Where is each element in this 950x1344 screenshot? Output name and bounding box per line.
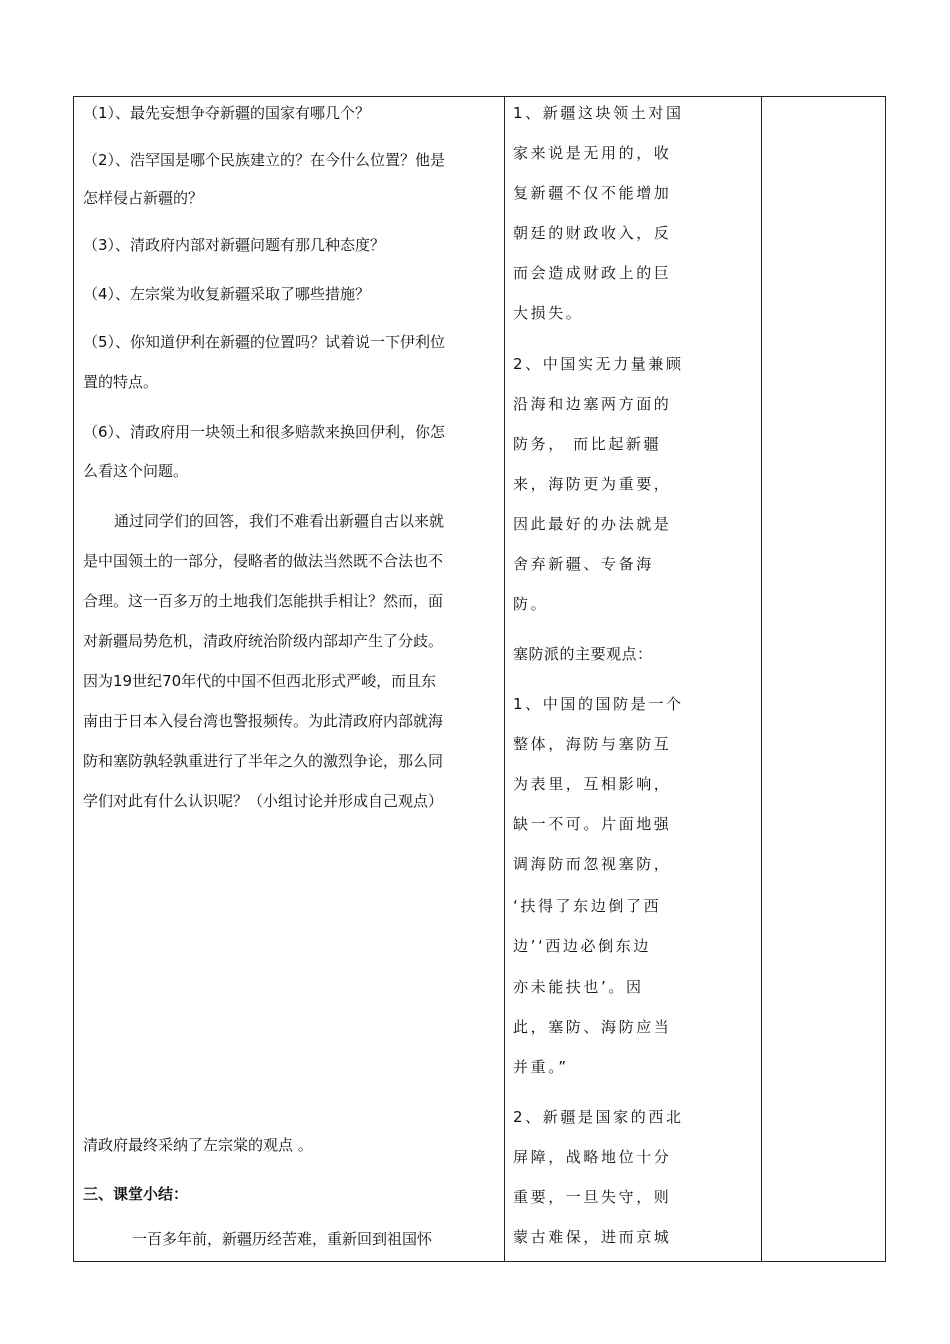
question-6-line-2: 么看这个问题。 <box>83 462 189 480</box>
discussion-line-8: 学们对此有什么认识呢？（小组讨论并形成自己观点） <box>83 792 444 810</box>
teaching-content-column <box>74 97 505 1261</box>
viewpoint-line: 亦未能扶也’。因 <box>513 978 644 996</box>
discussion-line-6: 南由于日本入侵台湾也警报频传。为此清政府内部就海 <box>83 712 444 730</box>
viewpoint-line: 家来说是无用的，收 <box>513 144 672 162</box>
viewpoint-line: 重要，一旦失守，则 <box>513 1188 672 1206</box>
section-heading-summary: 三、课堂小结： <box>83 1185 189 1203</box>
viewpoint-line: 2、新疆是国家的西北 <box>513 1108 684 1126</box>
viewpoint-line: 蒙古难保，进而京城 <box>513 1228 672 1246</box>
question-2-line-2: 怎样侵占新疆的？ <box>83 189 204 207</box>
viewpoint-line: 而会造成财政上的巨 <box>513 264 672 282</box>
viewpoint-line: 沿海和边塞两方面的 <box>513 395 672 413</box>
question-4: （4）、左宗棠为收复新疆采取了哪些措施？ <box>83 285 371 303</box>
viewpoint-line: 防务， 而比起新疆 <box>513 435 662 453</box>
notes-column <box>762 97 885 1261</box>
question-5-line-2: 置的特点。 <box>83 373 159 391</box>
question-6-line-1: （6）、清政府用一块领土和很多赔款来换回伊利，你怎 <box>83 423 446 441</box>
viewpoint-line: 屏障，战略地位十分 <box>513 1148 672 1166</box>
viewpoint-line: 来，海防更为重要， <box>513 475 672 493</box>
question-1: （1）、最先妄想争夺新疆的国家有哪几个？ <box>83 104 371 122</box>
viewpoint-line: 此，塞防、海防应当 <box>513 1018 672 1036</box>
viewpoint-line: 缺一不可。片面地强 <box>513 815 672 833</box>
discussion-line-1: 通过同学们的回答，我们不难看出新疆自古以来就 <box>114 512 445 530</box>
viewpoint-line: 朝廷的财政收入，反 <box>513 224 672 242</box>
viewpoint-line: 为表里，互相影响， <box>513 775 672 793</box>
viewpoint-line: 复新疆不仅不能增加 <box>513 184 672 202</box>
viewpoint-line: 整体，海防与塞防互 <box>513 735 672 753</box>
viewpoint-line: 舍弃新疆、专备海 <box>513 555 654 573</box>
viewpoint-line: 1、新疆这块领土对国 <box>513 104 684 122</box>
viewpoint-line: 并重。” <box>513 1058 569 1076</box>
viewpoint-line: 大损失。 <box>513 304 584 322</box>
viewpoints-column <box>505 97 762 1261</box>
viewpoint-line: 2、中国实无力量兼顾 <box>513 355 684 373</box>
discussion-line-5: 因为19世纪70年代的中国不但西北形式严峻，而且东 <box>83 672 437 690</box>
discussion-line-4: 对新疆局势危机，清政府统治阶级内部却产生了分歧。 <box>83 632 444 650</box>
discussion-line-7: 防和塞防孰轻孰重进行了半年之久的激烈争论，那么同 <box>83 752 444 770</box>
summary-line-1: 一百多年前，新疆历经苦难，重新回到祖国怀 <box>132 1230 433 1248</box>
discussion-line-3: 合理。这一百多万的土地我们怎能拱手相让？然而，面 <box>83 592 444 610</box>
viewpoint-line: 边’‘西边必倒东边 <box>513 937 651 955</box>
frontier-defense-heading: 塞防派的主要观点： <box>513 645 653 663</box>
viewpoint-line: 因此最好的办法就是 <box>513 515 672 533</box>
viewpoint-line: 防。 <box>513 595 549 613</box>
viewpoint-line: ‘扶得了东边倒了西 <box>513 897 662 915</box>
viewpoint-line: 调海防而忽视塞防， <box>513 855 672 873</box>
conclusion-line: 清政府最终采纳了左宗棠的观点 。 <box>83 1136 313 1154</box>
lesson-table <box>73 96 886 1262</box>
question-5-line-1: （5）、你知道伊利在新疆的位置吗？试着说一下伊利位 <box>83 333 446 351</box>
viewpoint-line: 1、中国的国防是一个 <box>513 695 684 713</box>
discussion-line-2: 是中国领土的一部分，侵略者的做法当然既不合法也不 <box>83 552 444 570</box>
question-3: （3）、清政府内部对新疆问题有那几种态度？ <box>83 236 386 254</box>
question-2-line-1: （2）、浩罕国是哪个民族建立的？在今什么位置？他是 <box>83 151 446 169</box>
